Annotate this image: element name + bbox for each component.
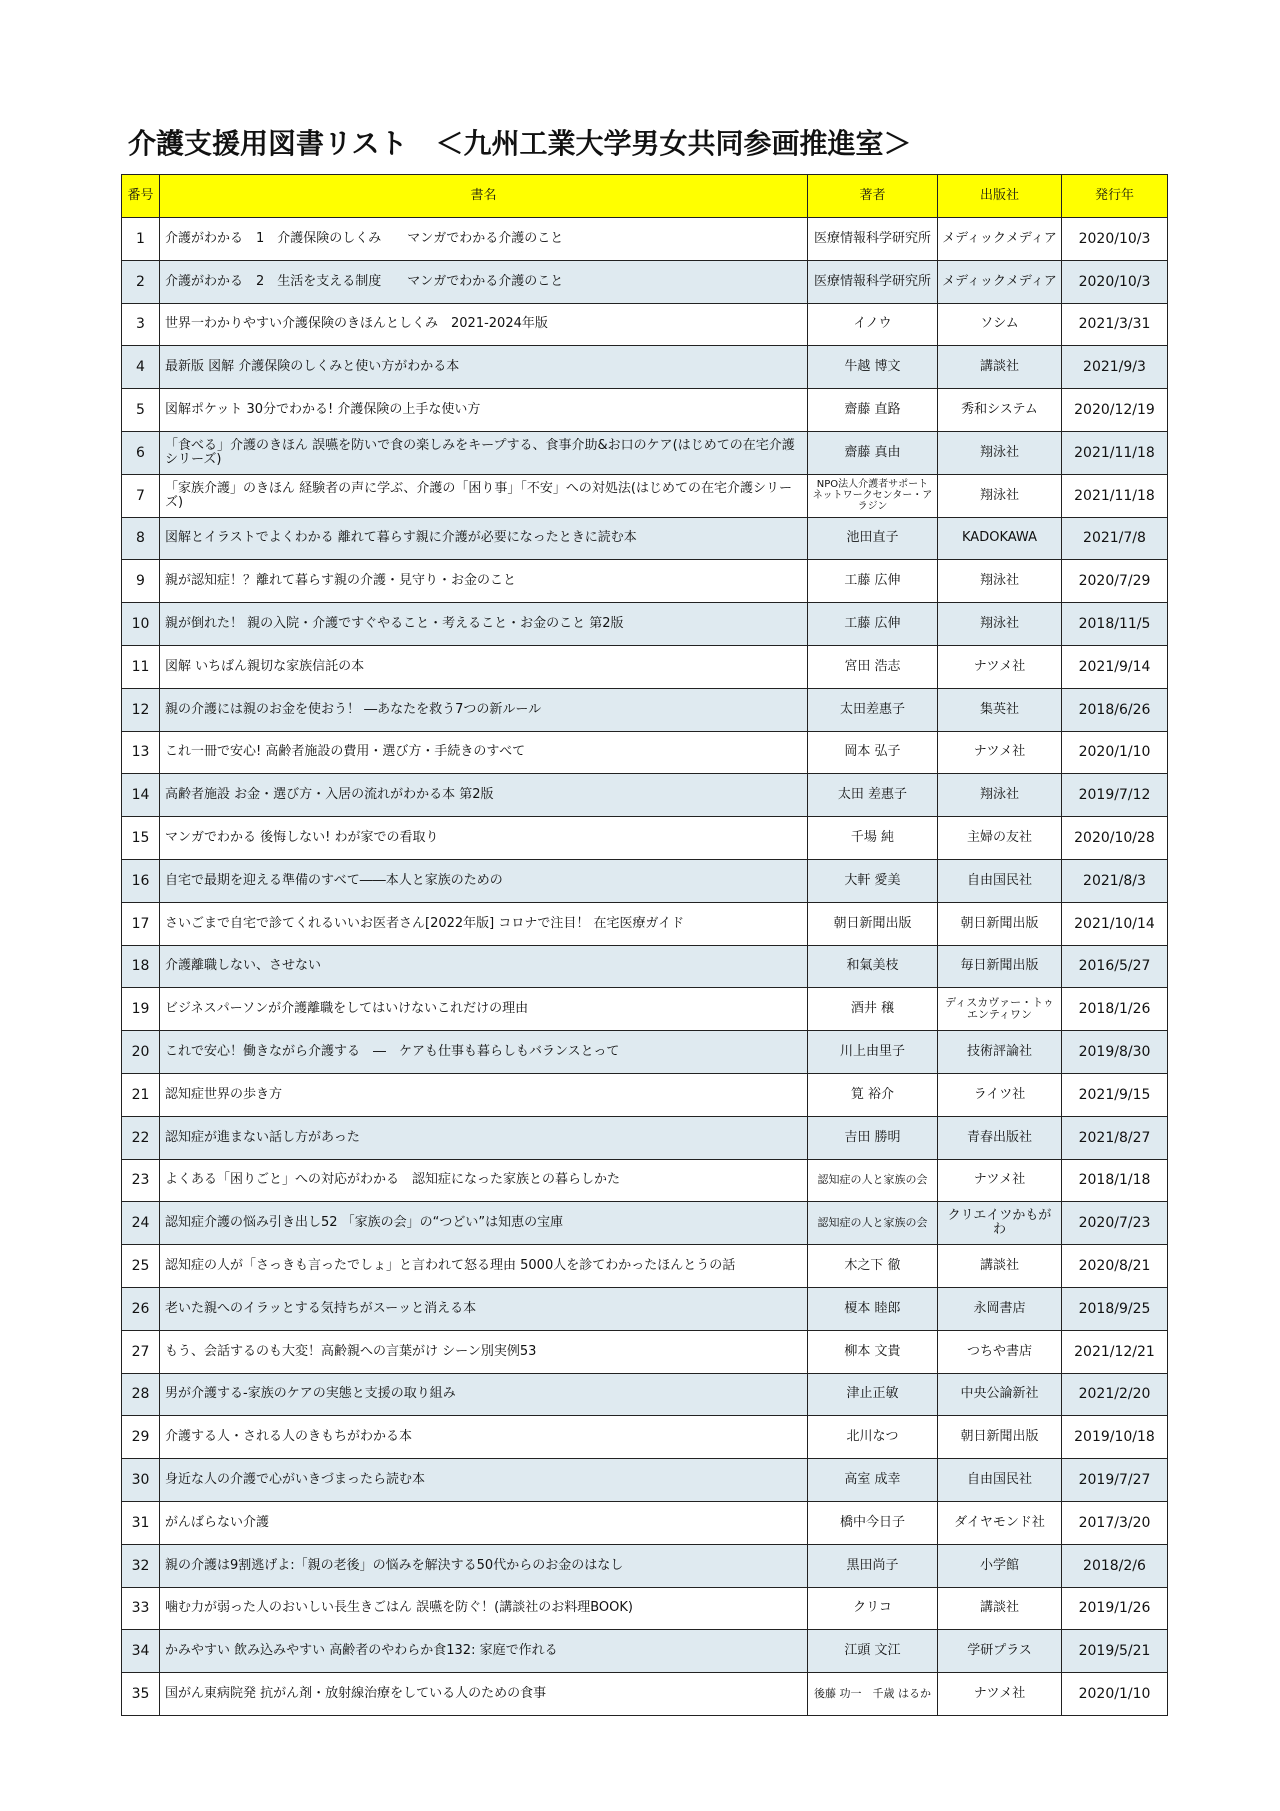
book-number: 33 <box>122 1587 160 1630</box>
table-row <box>122 1544 1168 1587</box>
book-author: 岡本 弘子 <box>808 731 938 774</box>
header-date: 発行年 <box>1062 175 1168 218</box>
book-author: 医療情報科学研究所 <box>808 218 938 261</box>
table-row <box>122 1159 1168 1202</box>
book-author: 北川なつ <box>808 1416 938 1459</box>
book-number: 8 <box>122 517 160 560</box>
table-row <box>122 1416 1168 1459</box>
book-number: 30 <box>122 1459 160 1502</box>
table-row <box>122 988 1168 1031</box>
table-row <box>122 859 1168 902</box>
book-title: 男が介護する-家族のケアの実態と支援の取り組み <box>160 1373 808 1416</box>
book-title: 介護離職しない、させない <box>160 945 808 988</box>
book-date: 2021/11/18 <box>1062 431 1168 474</box>
book-author: 千場 純 <box>808 817 938 860</box>
book-number: 19 <box>122 988 160 1031</box>
book-author: 川上由里子 <box>808 1031 938 1074</box>
book-date: 2018/1/18 <box>1062 1159 1168 1202</box>
table-row <box>122 1330 1168 1373</box>
book-title: 親が認知症！？離れて暮らす親の介護・見守り・お金のこと <box>160 560 808 603</box>
book-author: 認知症の人と家族の会 <box>808 1202 938 1245</box>
table-row <box>122 774 1168 817</box>
book-list-table <box>121 174 1168 1716</box>
book-number: 29 <box>122 1416 160 1459</box>
book-publisher: 翔泳社 <box>938 603 1062 646</box>
book-author: 齋藤 直路 <box>808 389 938 432</box>
book-date: 2021/7/8 <box>1062 517 1168 560</box>
book-date: 2020/1/10 <box>1062 1673 1168 1716</box>
book-date: 2021/8/27 <box>1062 1116 1168 1159</box>
book-publisher: ダイヤモンド社 <box>938 1501 1062 1544</box>
book-publisher: 翔泳社 <box>938 774 1062 817</box>
book-date: 2020/8/21 <box>1062 1245 1168 1288</box>
book-publisher: 青春出版社 <box>938 1116 1062 1159</box>
table-row <box>122 474 1168 517</box>
book-publisher: ナツメ社 <box>938 731 1062 774</box>
book-date: 2019/7/12 <box>1062 774 1168 817</box>
table-row <box>122 817 1168 860</box>
book-number: 1 <box>122 218 160 261</box>
page-title: 介護支援用図書リスト ＜九州工業大学男女共同参画推進室＞ <box>128 127 912 160</box>
book-title: 世界一わかりやすい介護保険のきほんとしくみ 2021-2024年版 <box>160 303 808 346</box>
book-date: 2017/3/20 <box>1062 1501 1168 1544</box>
book-publisher: 集英社 <box>938 688 1062 731</box>
book-date: 2021/11/18 <box>1062 474 1168 517</box>
book-publisher: 自由国民社 <box>938 1459 1062 1502</box>
book-number: 16 <box>122 859 160 902</box>
book-publisher: 小学館 <box>938 1544 1062 1587</box>
book-date: 2021/2/20 <box>1062 1373 1168 1416</box>
book-number: 26 <box>122 1287 160 1330</box>
book-author: NPO法人介護者サポートネットワークセンター・アラジン <box>808 474 938 517</box>
book-author: 木之下 徹 <box>808 1245 938 1288</box>
book-publisher: 翔泳社 <box>938 474 1062 517</box>
table-row <box>122 1373 1168 1416</box>
table-row <box>122 731 1168 774</box>
book-title: 認知症介護の悩み引き出し52 「家族の会」の“つどい”は知恵の宝庫 <box>160 1202 808 1245</box>
book-publisher: ディスカヴァー・トゥエンティワン <box>938 988 1062 1031</box>
book-date: 2020/7/23 <box>1062 1202 1168 1245</box>
book-author: 大軒 愛美 <box>808 859 938 902</box>
book-date: 2018/9/25 <box>1062 1287 1168 1330</box>
book-publisher: 朝日新聞出版 <box>938 1416 1062 1459</box>
table-row <box>122 603 1168 646</box>
book-publisher: 翔泳社 <box>938 431 1062 474</box>
book-title: 介護がわかる 2 生活を支える制度 マンガでわかる介護のこと <box>160 260 808 303</box>
book-number: 23 <box>122 1159 160 1202</box>
header-author: 著者 <box>808 175 938 218</box>
book-publisher: 毎日新聞出版 <box>938 945 1062 988</box>
table-row <box>122 346 1168 389</box>
book-publisher: 講談社 <box>938 1245 1062 1288</box>
book-date: 2020/1/10 <box>1062 731 1168 774</box>
book-number: 35 <box>122 1673 160 1716</box>
book-author: 齋藤 真由 <box>808 431 938 474</box>
book-number: 31 <box>122 1501 160 1544</box>
book-publisher: 秀和システム <box>938 389 1062 432</box>
book-number: 21 <box>122 1073 160 1116</box>
book-title: 「家族介護」のきほん 経験者の声に学ぶ、介護の「困り事」「不安」への対処法(はじめての在宅介護シリーズ) <box>160 474 808 517</box>
book-date: 2019/1/26 <box>1062 1587 1168 1630</box>
book-number: 6 <box>122 431 160 474</box>
book-title: 身近な人の介護で心がいきづまったら読む本 <box>160 1459 808 1502</box>
book-number: 24 <box>122 1202 160 1245</box>
book-author: 太田 差惠子 <box>808 774 938 817</box>
book-title: これで安心！働きながら介護する ― ケアも仕事も暮らしもバランスとって <box>160 1031 808 1074</box>
table-row <box>122 902 1168 945</box>
book-number: 34 <box>122 1630 160 1673</box>
book-number: 5 <box>122 389 160 432</box>
book-publisher: 講談社 <box>938 1587 1062 1630</box>
book-date: 2021/8/3 <box>1062 859 1168 902</box>
book-title: さいごまで自宅で診てくれるいいお医者さん[2022年版] コロナで注目！ 在宅医療ガイド <box>160 902 808 945</box>
book-author: 黒田尚子 <box>808 1544 938 1587</box>
book-date: 2020/10/3 <box>1062 218 1168 261</box>
book-author: 工藤 広伸 <box>808 560 938 603</box>
book-author: 高室 成幸 <box>808 1459 938 1502</box>
header-num: 番号 <box>122 175 160 218</box>
book-date: 2018/2/6 <box>1062 1544 1168 1587</box>
book-number: 20 <box>122 1031 160 1074</box>
book-author: 和氣美枝 <box>808 945 938 988</box>
table-row <box>122 1202 1168 1245</box>
book-publisher: ソシム <box>938 303 1062 346</box>
book-author: 牛越 博文 <box>808 346 938 389</box>
book-title: 老いた親へのイラッとする気持ちがスーッと消える本 <box>160 1287 808 1330</box>
book-number: 28 <box>122 1373 160 1416</box>
book-author: 江頭 文江 <box>808 1630 938 1673</box>
header-title: 書名 <box>160 175 808 218</box>
book-title: 認知症世界の歩き方 <box>160 1073 808 1116</box>
book-date: 2021/3/31 <box>1062 303 1168 346</box>
book-title: 国がん東病院発 抗がん剤・放射線治療をしている人のための食事 <box>160 1673 808 1716</box>
table-row <box>122 1116 1168 1159</box>
book-date: 2020/12/19 <box>1062 389 1168 432</box>
book-title: マンガでわかる 後悔しない! わが家での看取り <box>160 817 808 860</box>
book-author: 柳本 文貴 <box>808 1330 938 1373</box>
book-publisher: ナツメ社 <box>938 645 1062 688</box>
book-date: 2019/8/30 <box>1062 1031 1168 1074</box>
book-number: 32 <box>122 1544 160 1587</box>
table-row <box>122 303 1168 346</box>
book-author: イノウ <box>808 303 938 346</box>
book-title: もう、会話するのも大変！高齢親への言葉がけ シーン別実例53 <box>160 1330 808 1373</box>
book-publisher: つちや書店 <box>938 1330 1062 1373</box>
table-row <box>122 560 1168 603</box>
book-date: 2021/10/14 <box>1062 902 1168 945</box>
book-number: 17 <box>122 902 160 945</box>
table-row <box>122 1673 1168 1716</box>
book-title: 「食べる」介護のきほん 誤嚥を防いで食の楽しみをキープする、食事介助&お口のケア(はじめての在宅介護シリーズ) <box>160 431 808 474</box>
book-number: 7 <box>122 474 160 517</box>
table-row <box>122 945 1168 988</box>
book-author: 宮田 浩志 <box>808 645 938 688</box>
table-row <box>122 1287 1168 1330</box>
table-row <box>122 431 1168 474</box>
header-row <box>122 175 1168 218</box>
book-date: 2018/1/26 <box>1062 988 1168 1031</box>
book-number: 14 <box>122 774 160 817</box>
book-date: 2021/12/21 <box>1062 1330 1168 1373</box>
book-date: 2019/7/27 <box>1062 1459 1168 1502</box>
book-date: 2019/10/18 <box>1062 1416 1168 1459</box>
book-title: 親が倒れた！ 親の入院・介護ですぐやること・考えること・お金のこと 第2版 <box>160 603 808 646</box>
book-title: がんばらない介護 <box>160 1501 808 1544</box>
book-title: ビジネスパーソンが介護離職をしてはいけないこれだけの理由 <box>160 988 808 1031</box>
book-date: 2020/7/29 <box>1062 560 1168 603</box>
book-publisher: メディックメディア <box>938 260 1062 303</box>
book-author: 酒井 穣 <box>808 988 938 1031</box>
book-date: 2021/9/15 <box>1062 1073 1168 1116</box>
book-number: 3 <box>122 303 160 346</box>
table-row <box>122 1459 1168 1502</box>
book-publisher: メディックメディア <box>938 218 1062 261</box>
book-number: 9 <box>122 560 160 603</box>
book-publisher: ナツメ社 <box>938 1159 1062 1202</box>
book-publisher: 永岡書店 <box>938 1287 1062 1330</box>
table-row <box>122 218 1168 261</box>
book-publisher: 翔泳社 <box>938 560 1062 603</box>
book-title: かみやすい 飲み込みやすい 高齢者のやわらか食132: 家庭で作れる <box>160 1630 808 1673</box>
book-number: 22 <box>122 1116 160 1159</box>
book-author: 吉田 勝明 <box>808 1116 938 1159</box>
book-title: 高齢者施設 お金・選び方・入居の流れがわかる本 第2版 <box>160 774 808 817</box>
table-row <box>122 260 1168 303</box>
table-row <box>122 1587 1168 1630</box>
book-title: 図解 いちばん親切な家族信託の本 <box>160 645 808 688</box>
book-number: 27 <box>122 1330 160 1373</box>
book-title: 最新版 図解 介護保険のしくみと使い方がわかる本 <box>160 346 808 389</box>
table-row <box>122 517 1168 560</box>
book-title: 介護がわかる 1 介護保険のしくみ マンガでわかる介護のこと <box>160 218 808 261</box>
header-publisher: 出版社 <box>938 175 1062 218</box>
book-publisher: 学研プラス <box>938 1630 1062 1673</box>
book-number: 13 <box>122 731 160 774</box>
table-row <box>122 1501 1168 1544</box>
book-author: 医療情報科学研究所 <box>808 260 938 303</box>
book-number: 11 <box>122 645 160 688</box>
book-number: 12 <box>122 688 160 731</box>
table-row <box>122 645 1168 688</box>
book-author: 榎本 睦郎 <box>808 1287 938 1330</box>
book-title: 図解とイラストでよくわかる 離れて暮らす親に介護が必要になったときに読む本 <box>160 517 808 560</box>
book-date: 2019/5/21 <box>1062 1630 1168 1673</box>
book-author: クリコ <box>808 1587 938 1630</box>
book-title: 認知症の人が「さっきも言ったでしょ」と言われて怒る理由 5000人を診てわかったほんとうの話 <box>160 1245 808 1288</box>
book-publisher: 朝日新聞出版 <box>938 902 1062 945</box>
table-row <box>122 1630 1168 1673</box>
book-publisher: 技術評論社 <box>938 1031 1062 1074</box>
book-publisher: 主婦の友社 <box>938 817 1062 860</box>
table-row <box>122 1031 1168 1074</box>
book-date: 2020/10/28 <box>1062 817 1168 860</box>
table-row <box>122 1245 1168 1288</box>
book-date: 2021/9/3 <box>1062 346 1168 389</box>
book-date: 2016/5/27 <box>1062 945 1168 988</box>
book-author: 筧 裕介 <box>808 1073 938 1116</box>
book-title: 噛む力が弱った人のおいしい長生きごはん 誤嚥を防ぐ！(講談社のお料理BOOK) <box>160 1587 808 1630</box>
book-title: これ一冊で安心! 高齢者施設の費用・選び方・手続きのすべて <box>160 731 808 774</box>
book-publisher: クリエイツかもがわ <box>938 1202 1062 1245</box>
book-date: 2018/6/26 <box>1062 688 1168 731</box>
book-title: 認知症が進まない話し方があった <box>160 1116 808 1159</box>
table-row <box>122 389 1168 432</box>
book-author: 池田直子 <box>808 517 938 560</box>
book-publisher: 中央公論新社 <box>938 1373 1062 1416</box>
book-publisher: 講談社 <box>938 346 1062 389</box>
book-title: 親の介護は9割逃げよ:「親の老後」の悩みを解決する50代からのお金のはなし <box>160 1544 808 1587</box>
book-title: 介護する人・される人のきもちがわかる本 <box>160 1416 808 1459</box>
book-author: 太田差惠子 <box>808 688 938 731</box>
table-header <box>122 175 1168 218</box>
book-number: 18 <box>122 945 160 988</box>
book-number: 25 <box>122 1245 160 1288</box>
table-body <box>122 218 1168 1716</box>
book-number: 4 <box>122 346 160 389</box>
book-author: 朝日新聞出版 <box>808 902 938 945</box>
book-author: 橋中今日子 <box>808 1501 938 1544</box>
book-author: 工藤 広伸 <box>808 603 938 646</box>
book-author: 津止正敏 <box>808 1373 938 1416</box>
book-number: 10 <box>122 603 160 646</box>
book-title: よくある「困りごと」への対応がわかる 認知症になった家族との暮らしかた <box>160 1159 808 1202</box>
book-date: 2020/10/3 <box>1062 260 1168 303</box>
book-title: 図解ポケット 30分でわかる! 介護保険の上手な使い方 <box>160 389 808 432</box>
book-publisher: ライツ社 <box>938 1073 1062 1116</box>
book-number: 15 <box>122 817 160 860</box>
book-title: 自宅で最期を迎える準備のすべて――本人と家族のための <box>160 859 808 902</box>
book-author: 認知症の人と家族の会 <box>808 1159 938 1202</box>
book-publisher: ナツメ社 <box>938 1673 1062 1716</box>
book-title: 親の介護には親のお金を使おう！ ―あなたを救う7つの新ルール <box>160 688 808 731</box>
book-date: 2021/9/14 <box>1062 645 1168 688</box>
book-date: 2018/11/5 <box>1062 603 1168 646</box>
book-publisher: KADOKAWA <box>938 517 1062 560</box>
book-number: 2 <box>122 260 160 303</box>
book-publisher: 自由国民社 <box>938 859 1062 902</box>
table-row <box>122 1073 1168 1116</box>
book-author: 後藤 功一 千歳 はるか <box>808 1673 938 1716</box>
table-row <box>122 688 1168 731</box>
